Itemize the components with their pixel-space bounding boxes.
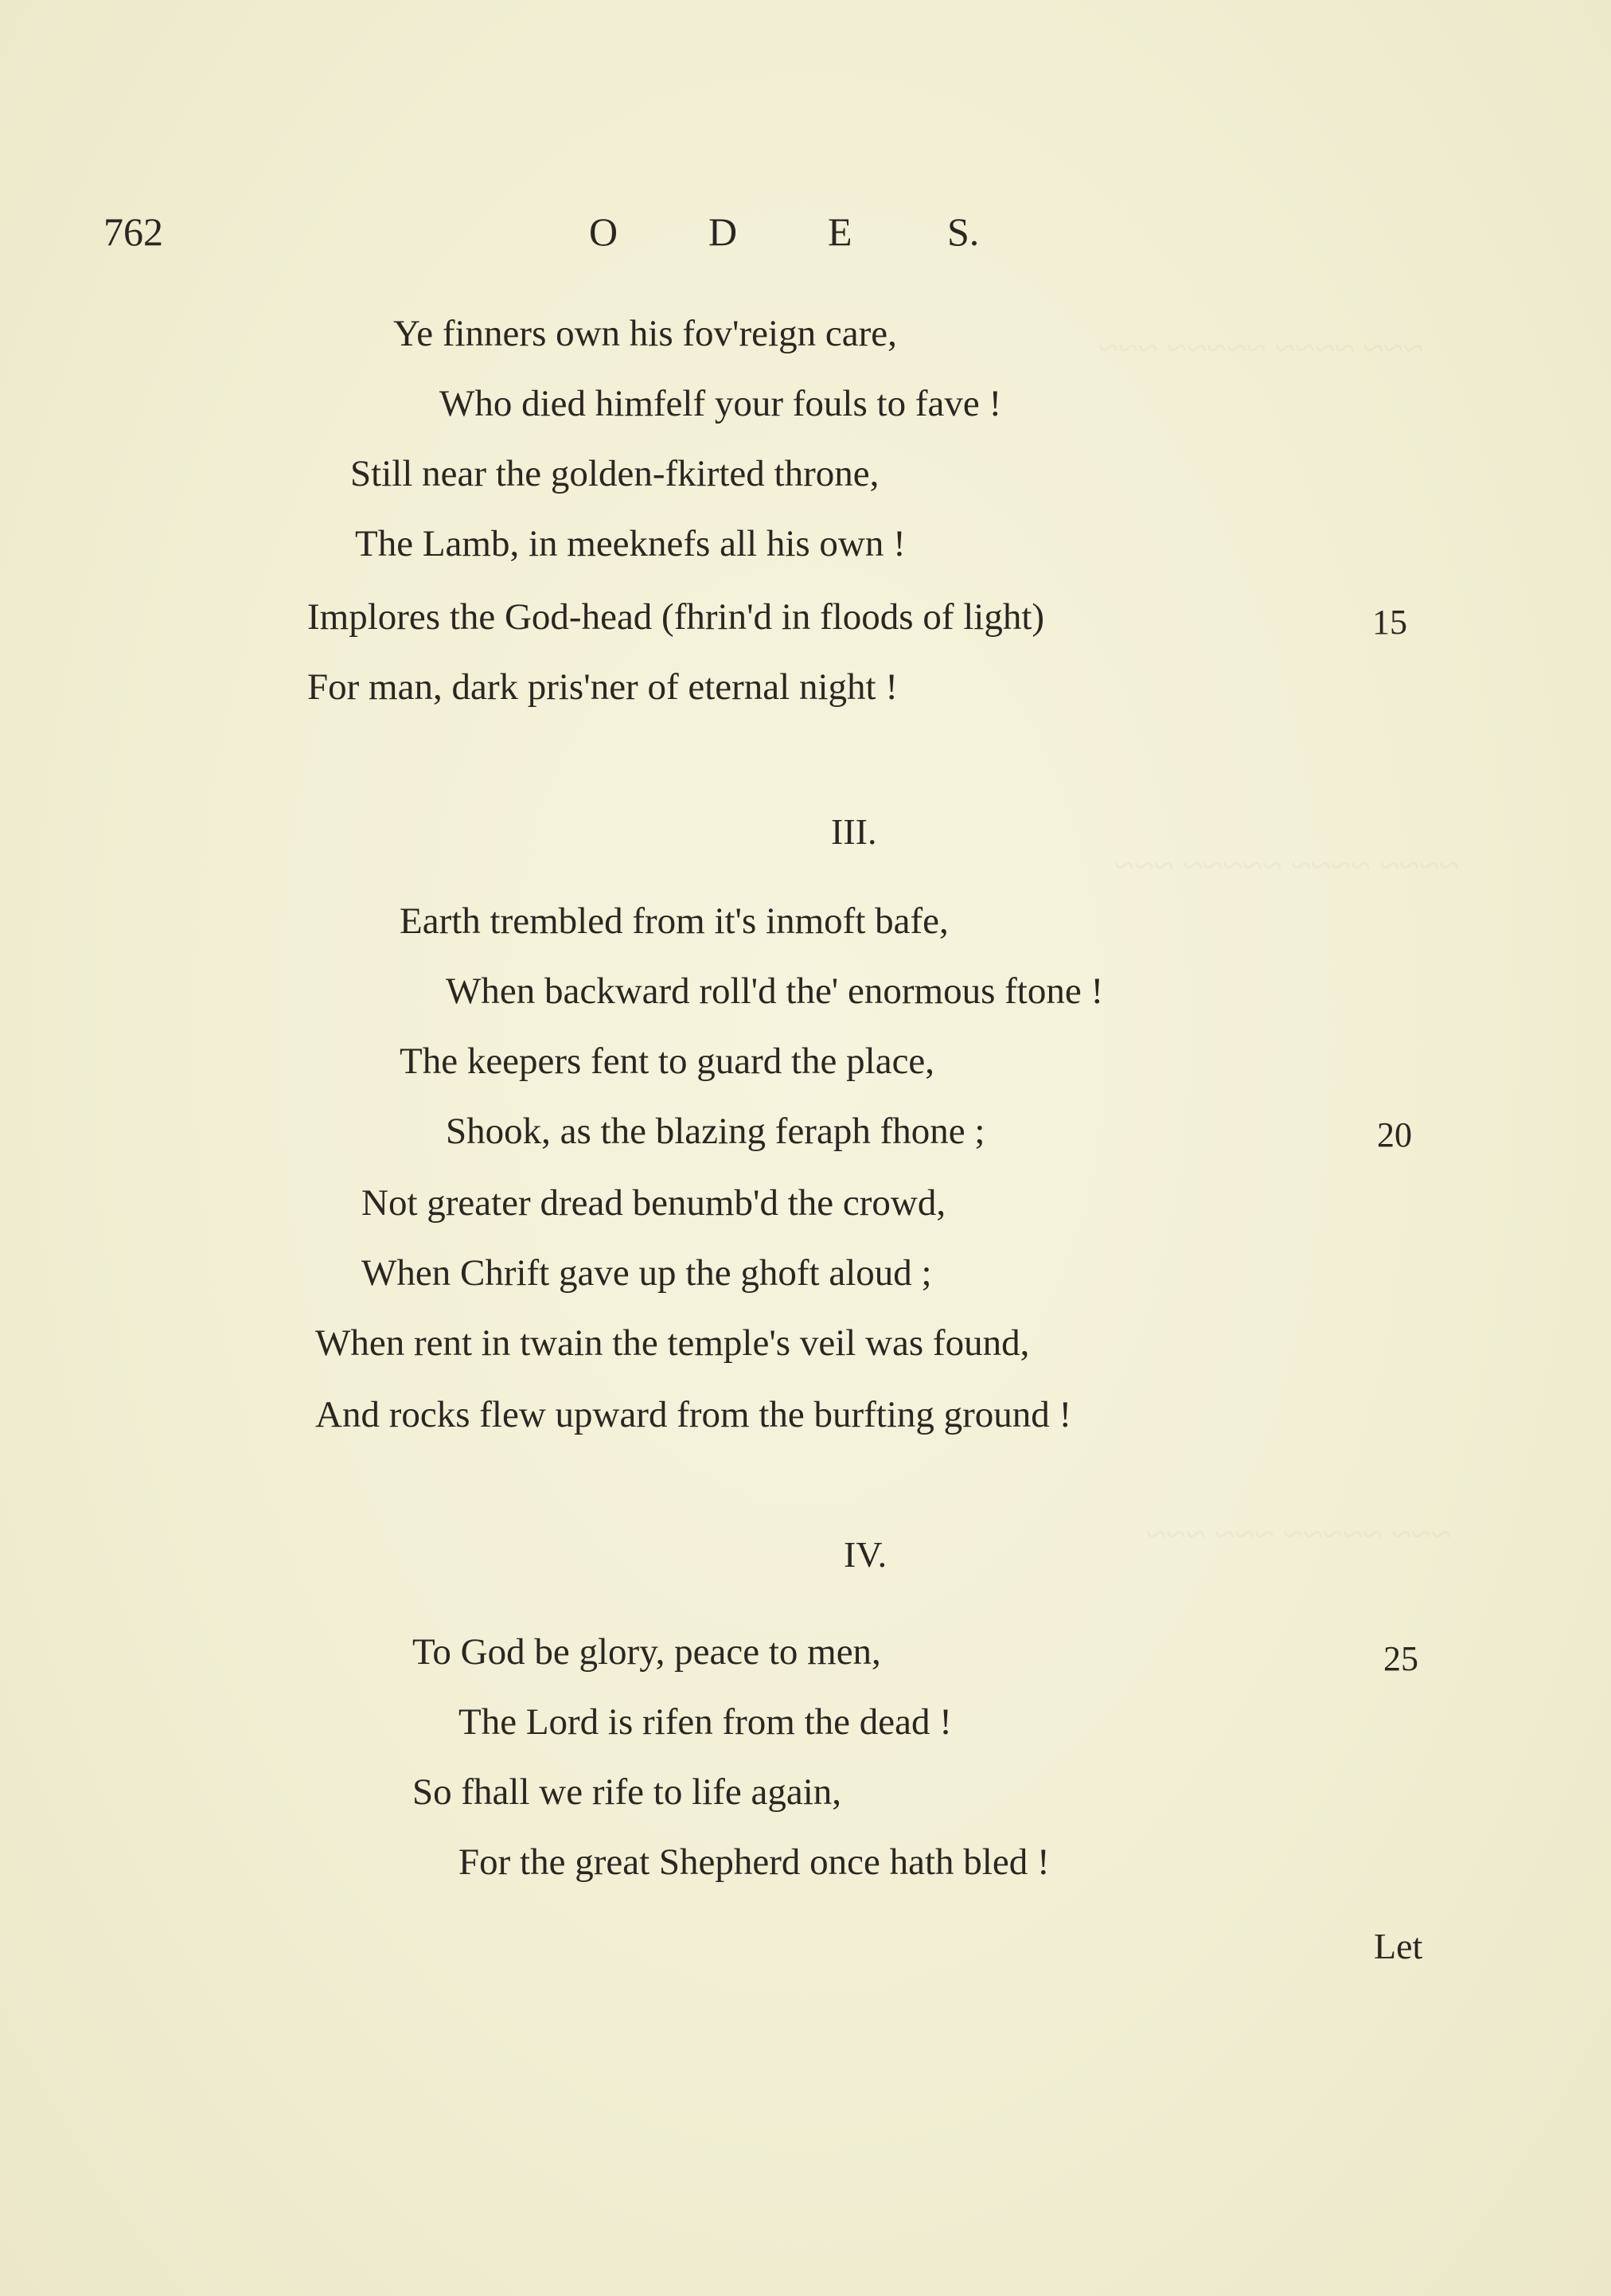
verse-line: To God be glory, peace to men, — [412, 1631, 881, 1673]
line-number: 20 — [1377, 1115, 1412, 1154]
show-through-text: ~~~ ~~~~~ ~~~ ~~~ — [1146, 1513, 1451, 1554]
verse-line: When backward roll'd the' enormous ftone ! — [446, 970, 1104, 1012]
verse-line: Earth trembled from it's inmoft bafe, — [400, 900, 949, 942]
running-title-letter: D — [708, 209, 738, 254]
page-number: 762 — [103, 209, 163, 254]
verse-line: When Chrift gave up the ghoft aloud ; — [361, 1252, 932, 1294]
show-through-text: ~~~ ~~~~ ~~~~~ ~~~ — [1098, 327, 1423, 368]
stanza-heading: IV. — [844, 1534, 887, 1575]
show-through-text: ~~~~ ~~~~ ~~~~~ ~~~ — [1114, 845, 1459, 885]
verse-line: When rent in twain the temple's veil was found, — [315, 1322, 1030, 1364]
verse-line: The Lamb, in meeknefs all his own ! — [355, 523, 906, 564]
verse-line: Implores the God-head (fhrin'd in floods of light) — [307, 596, 1045, 638]
running-title — [589, 209, 1067, 255]
verse-line: Shook, as the blazing feraph fhone ; — [446, 1111, 985, 1152]
verse-line: For the great Shepherd once hath bled ! — [458, 1841, 1050, 1883]
verse-line: Who died himfelf your fouls to fave ! — [439, 383, 1002, 424]
verse-line: For man, dark pris'ner of eternal night ! — [307, 666, 898, 708]
verse-line: The Lord is rifen from the dead ! — [458, 1701, 952, 1743]
stanza-heading: III. — [831, 811, 877, 852]
verse-line: Ye finners own his fov'reign care, — [393, 313, 897, 354]
verse-line: The keepers fent to guard the place, — [400, 1041, 935, 1082]
line-number: 25 — [1383, 1639, 1418, 1678]
verse-line: Still near the golden-fkirted throne, — [350, 453, 880, 494]
verse-line: And rocks flew upward from the burfting ground ! — [315, 1394, 1072, 1435]
running-title-letter: S. — [947, 209, 980, 254]
verse-line: Not greater dread benumb'd the crowd, — [361, 1182, 946, 1224]
running-title-letter: O — [589, 209, 618, 254]
line-number: 15 — [1372, 603, 1407, 642]
running-title-letter: E — [828, 209, 852, 254]
verse-line: So fhall we rife to life again, — [412, 1771, 842, 1813]
catchword: Let — [1374, 1926, 1423, 1966]
